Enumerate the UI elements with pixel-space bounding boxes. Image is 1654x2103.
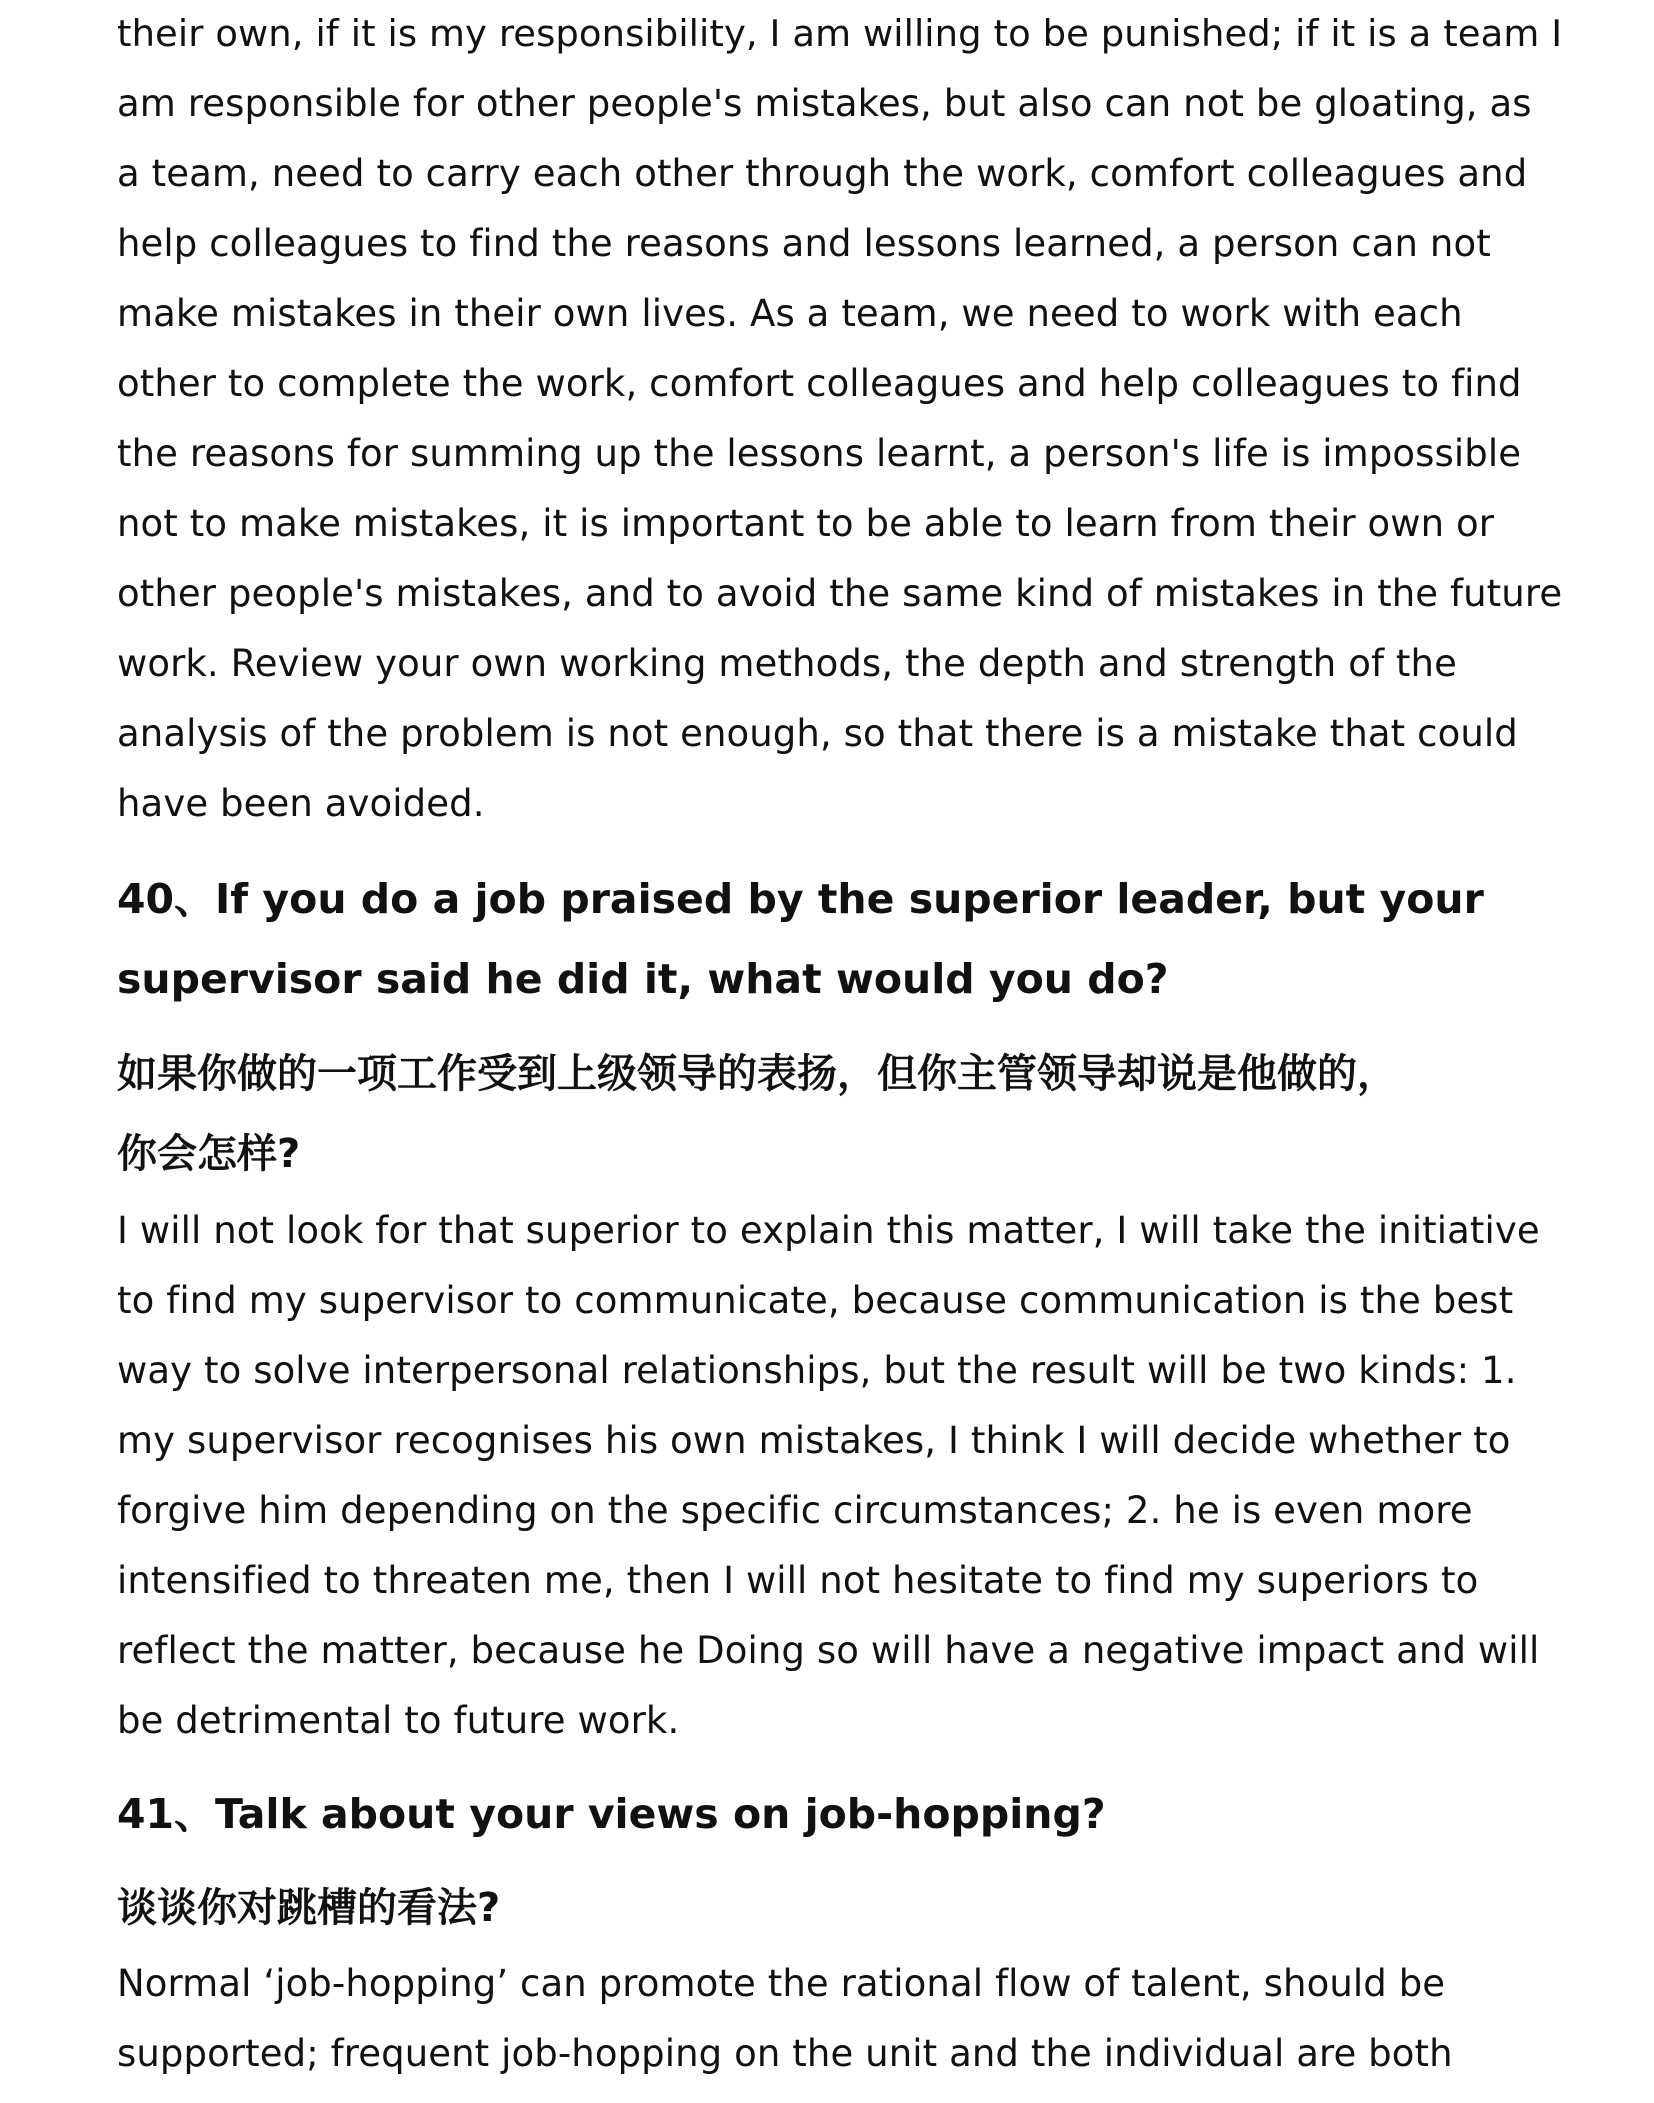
question-41-chinese: 谈谈你对跳槽的看法? <box>117 1885 501 1931</box>
answer-39-line: help colleagues to find the reasons and lessons learned, a person can not <box>117 222 1491 265</box>
answer-40-line: forgive him depending on the specific circumstances; 2. he is even more <box>117 1489 1473 1532</box>
question-41-heading: 41、Talk about your views on job-hopping? <box>117 1790 1106 1838</box>
answer-39-line: am responsible for other people's mistakes, but also can not be gloating, as <box>117 82 1532 125</box>
answer-39-line: analysis of the problem is not enough, so that there is a mistake that could <box>117 712 1518 755</box>
answer-39-line: have been avoided. <box>117 782 485 825</box>
question-40-heading: supervisor said he did it, what would you do? <box>117 955 1169 1003</box>
answer-39-line: make mistakes in their own lives. As a team, we need to work with each <box>117 292 1463 335</box>
answer-40-line: reflect the matter, because he Doing so will have a negative impact and will <box>117 1629 1540 1672</box>
answer-41-line: supported; frequent job-hopping on the unit and the individual are both <box>117 2032 1453 2075</box>
answer-40-line: intensified to threaten me, then I will not hesitate to find my superiors to <box>117 1559 1479 1602</box>
answer-39-line: work. Review your own working methods, the depth and strength of the <box>117 642 1457 685</box>
answer-40-line: I will not look for that superior to explain this matter, I will take the initiative <box>117 1209 1540 1252</box>
answer-39-line: other people's mistakes, and to avoid the same kind of mistakes in the future <box>117 572 1563 615</box>
answer-39-line: the reasons for summing up the lessons learnt, a person's life is impossible <box>117 432 1522 475</box>
answer-41-line: Normal ‘job-hopping’ can promote the rational flow of talent, should be <box>117 1962 1446 2005</box>
question-40-chinese: 如果你做的一项工作受到上级领导的表扬，但你主管领导却说是他做的， <box>117 1051 1397 1097</box>
answer-39-line: a team, need to carry each other through the work, comfort colleagues and <box>117 152 1528 195</box>
answer-40-line: be detrimental to future work. <box>117 1699 680 1742</box>
document-page <box>117 0 1567 2103</box>
answer-39-line: other to complete the work, comfort colleagues and help colleagues to find <box>117 362 1522 405</box>
answer-40-line: to find my supervisor to communicate, because communication is the best <box>117 1279 1514 1322</box>
answer-40-line: my supervisor recognises his own mistakes, I think I will decide whether to <box>117 1419 1511 1462</box>
answer-39-line: their own, if it is my responsibility, I am willing to be punished; if it is a team I <box>117 12 1563 55</box>
answer-39-line: not to make mistakes, it is important to be able to learn from their own or <box>117 502 1495 545</box>
question-40-chinese: 你会怎样? <box>117 1131 301 1177</box>
question-40-heading: 40、If you do a job praised by the superior leader, but your <box>117 875 1484 923</box>
answer-40-line: way to solve interpersonal relationships, but the result will be two kinds: 1. <box>117 1349 1517 1392</box>
